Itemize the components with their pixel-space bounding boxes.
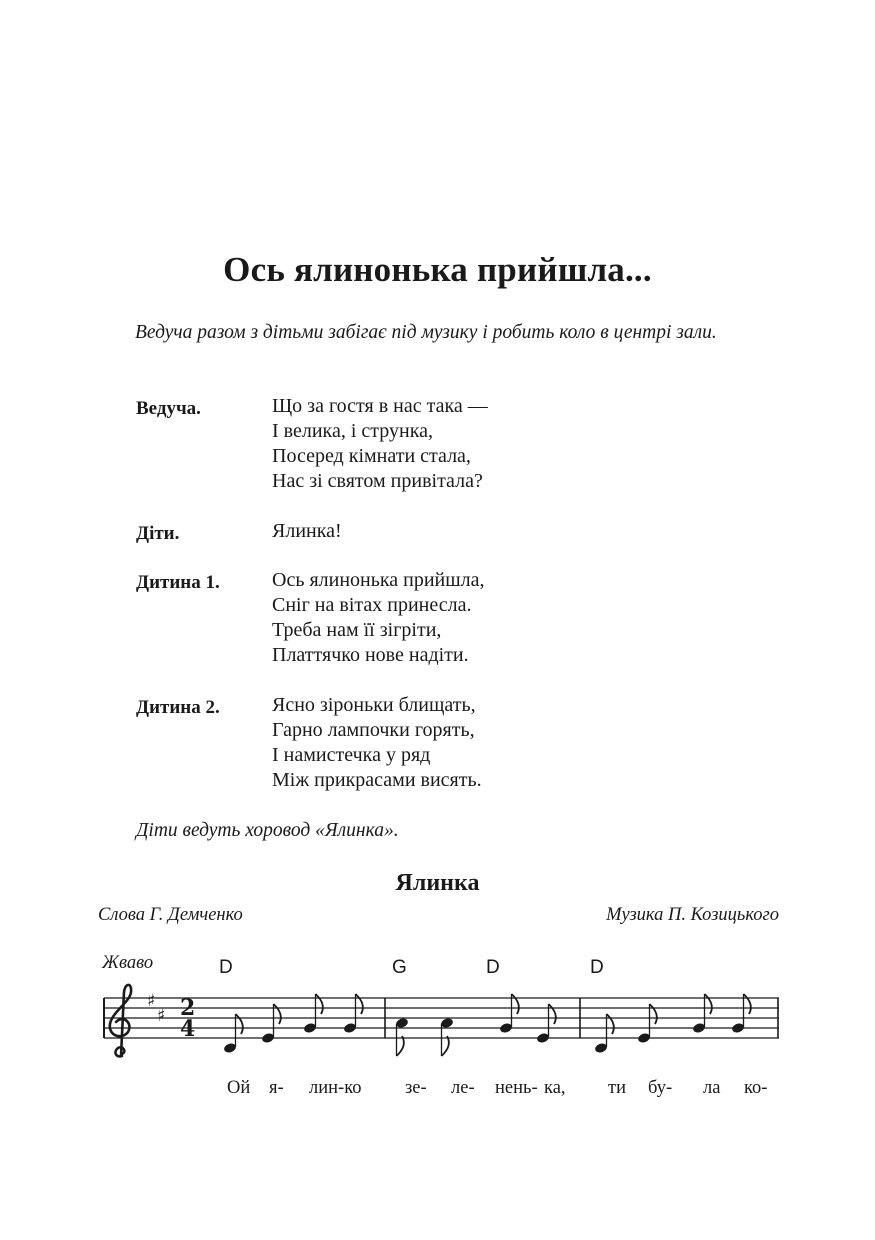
verse-line: І намистечка у ряд: [272, 744, 431, 766]
composer-credit: Музика П. Козицького: [606, 905, 779, 925]
tempo-marking: Жваво: [102, 953, 154, 973]
lyric-syllable: ко-: [744, 1078, 768, 1098]
stage-direction: Діти ведуть хоровод «Ялинка».: [136, 820, 399, 841]
page-title: Ось ялинонька прийшла...: [223, 250, 652, 289]
sharp-icon: ♯: [147, 991, 156, 1011]
lyric-syllable: нень-: [495, 1078, 538, 1098]
chord-symbol: D: [219, 957, 233, 978]
lyric-syllable: я-: [269, 1078, 284, 1098]
speaker-role: Дитина 1.: [136, 572, 220, 593]
lyricist-credit: Слова Г. Демченко: [98, 905, 243, 925]
intro-direction: Ведуча разом з дітьми забігає під музику і робить коло в центрі зали.: [135, 322, 717, 343]
verse-line: І велика, і струнка,: [272, 420, 433, 442]
speaker-role: Дитина 2.: [136, 697, 220, 718]
eighth-note: [223, 1014, 243, 1054]
lyric-syllable: ла: [703, 1078, 721, 1098]
chord-symbol: D: [590, 957, 604, 978]
lyric-syllable: ле-: [451, 1078, 475, 1098]
lyric-syllable: ти: [608, 1078, 626, 1098]
verse-line: Платтячко нове надіти.: [272, 644, 469, 666]
time-signature-top: 2: [180, 995, 196, 1021]
lyric-syllable: зе-: [405, 1078, 427, 1098]
verse-line: Нас зі святом привітала?: [272, 470, 483, 492]
sharp-icon: ♯: [157, 1006, 166, 1026]
verse-line: Ось ялинонька прийшла,: [272, 569, 485, 591]
lyric-syllable: ка,: [544, 1078, 566, 1098]
chord-symbol: G: [392, 957, 407, 978]
song-title: Ялинка: [395, 870, 480, 896]
chord-symbol: D: [486, 957, 500, 978]
eighth-note: [440, 1017, 454, 1056]
verse-line: Ясно зіроньки блищать,: [272, 694, 476, 716]
verse-line: Сніг на вітах принесла.: [272, 594, 472, 616]
verse-line: Що за гостя в нас така —: [272, 395, 488, 417]
speaker-role: Ведуча.: [136, 398, 201, 419]
verse-line: Гарно лампочки горять,: [272, 719, 475, 741]
speaker-role: Діти.: [136, 523, 180, 544]
eighth-note: [594, 1014, 614, 1054]
verse-line: Ялинка!: [272, 520, 342, 542]
time-signature-bottom: 4: [180, 1016, 196, 1042]
lyric-syllable: лин-ко: [309, 1078, 362, 1098]
lyric-syllable: Ой: [227, 1078, 251, 1098]
eighth-note: [395, 1017, 409, 1056]
treble-clef-icon: [110, 985, 131, 1057]
verse-line: Треба нам її зігріти,: [272, 619, 442, 641]
verse-line: Посеред кімнати стала,: [272, 445, 471, 467]
verse-line: Між прикрасами висять.: [272, 769, 482, 791]
lyric-syllable: бу-: [648, 1078, 673, 1098]
